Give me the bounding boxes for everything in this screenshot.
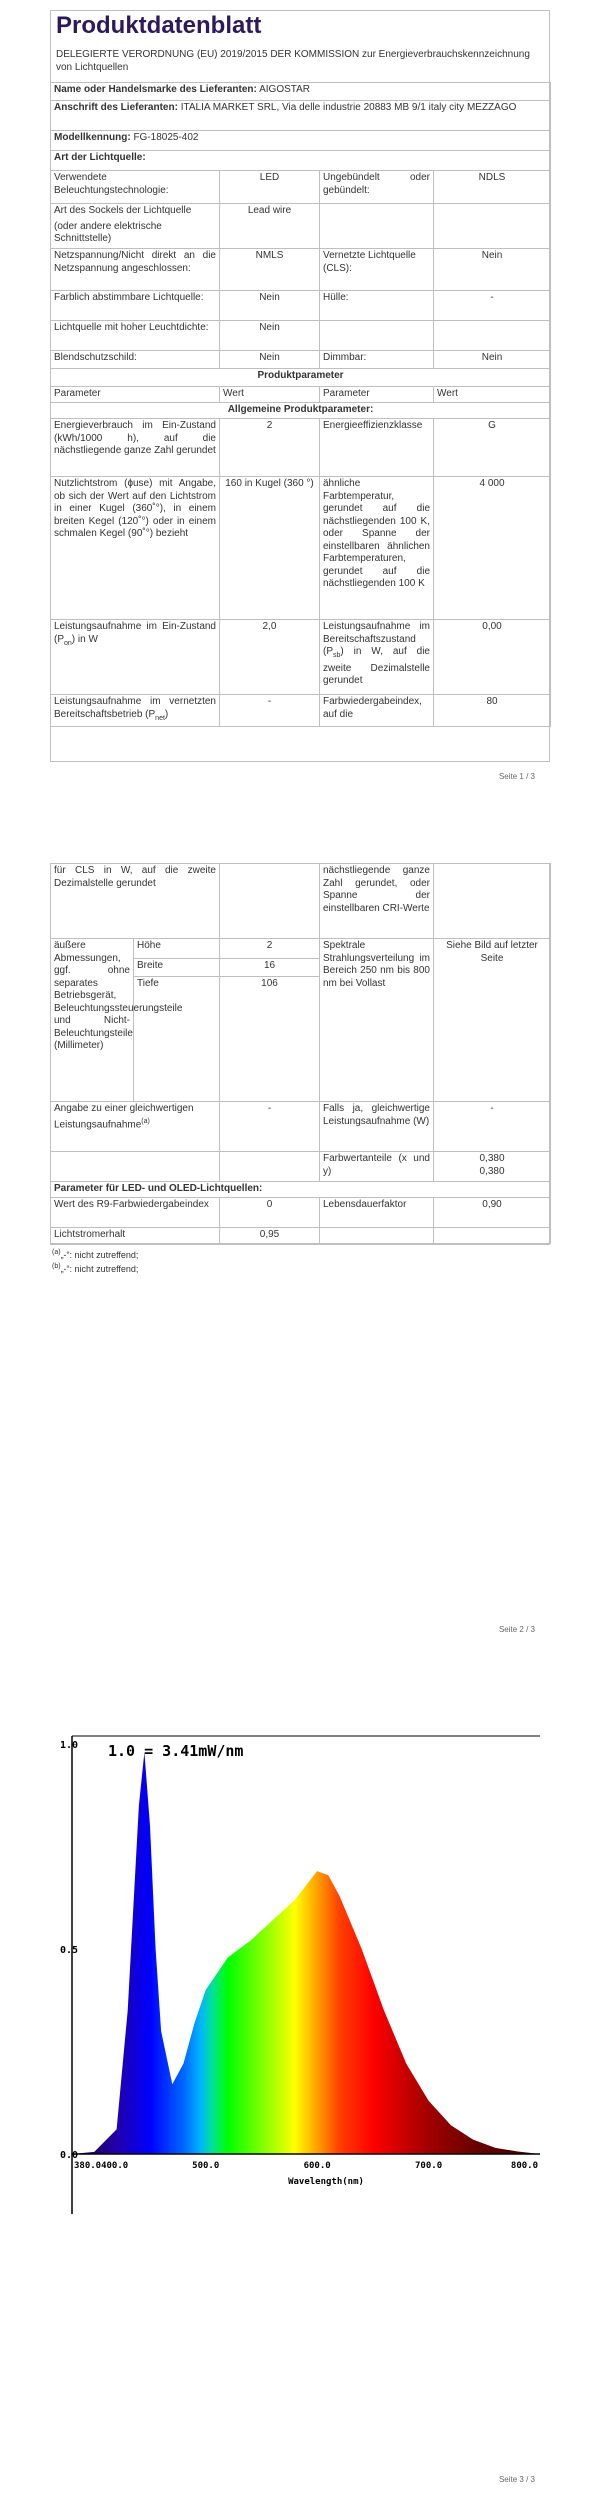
- empty-cell: [320, 1228, 434, 1244]
- supplier-name-value: AIGOSTAR: [259, 84, 311, 95]
- page-number: Seite 3 / 3: [498, 2475, 535, 2484]
- energy-class-label: Energieeffizienzklasse: [320, 419, 434, 477]
- product-info-table: [50, 82, 551, 727]
- height-label: Höhe: [134, 939, 220, 959]
- equiv-w-label: Falls ja, gleichwertige Leistungsaufnahme (W): [320, 1102, 434, 1152]
- on-power-value: 2,0: [220, 620, 320, 695]
- product-params-header: Produktparameter: [51, 369, 551, 387]
- unbundled-label: Ungebündelt oder gebündelt:: [320, 171, 434, 204]
- page-2: [0, 855, 591, 1695]
- footnote-b: $^{(b)}$„-“: nicht zutreffend;: [52, 1263, 139, 1274]
- net-standby-label-cont: für CLS in W, auf die zweite Dezimalstelle gerundet: [51, 864, 220, 939]
- empty-cell: [51, 1152, 220, 1182]
- model-value: FG-18025-402: [133, 132, 199, 143]
- model-label: Modellkennung:: [54, 132, 131, 143]
- cap-label-2: (oder andere elektrische Schnittstelle): [54, 220, 162, 244]
- dimmable-label: Dimmbar:: [320, 351, 434, 369]
- energy-label: Energieverbrauch im Ein-Zustand (kWh/1000 h), auf die nächstliegende ganze Zahl gerundet: [51, 419, 220, 477]
- equiv-label: Angabe zu einer gleichwertigen Leistungsaufnahme$^{(a)}$: [51, 1102, 220, 1152]
- footnote-a: $^{(a)}$„-“: nicht zutreffend;: [52, 1249, 139, 1260]
- page-number: Seite 2 / 3: [498, 1625, 535, 1634]
- tunable-label: Farblich abstimmbare Lichtquelle:: [51, 291, 220, 321]
- connected-value: Nein: [434, 249, 551, 291]
- equiv-w-value: -: [434, 1102, 551, 1152]
- spd-label: Spektrale Strahlungsverteilung im Bereich 250 nm bis 800 nm bei Vollast: [320, 939, 434, 1102]
- antiglare-value: Nein: [220, 351, 320, 369]
- envelope-value: -: [434, 291, 551, 321]
- mains-label: Netzspannung/Nicht direkt an die Netzspannung angeschlossen:: [51, 249, 220, 291]
- chroma-label: Farbwertanteile (x und y): [320, 1152, 434, 1182]
- spectrum-area: [72, 1752, 540, 2154]
- standby-label: Leistungsaufnahme im Bereitschaftszustand $(P_{sb})$ in W, auf die zweite Dezimalstelle gerundet: [320, 620, 434, 695]
- lumen-maint-value: 0,95: [220, 1228, 320, 1244]
- cap-label: Art des Sockels der Lichtquelle: [54, 205, 192, 216]
- cri-value: 80: [434, 695, 551, 727]
- width-label: Breite: [134, 959, 220, 977]
- model-row: [51, 131, 551, 151]
- y-tick-label: 1.0: [60, 1740, 79, 1751]
- unbundled-value: NDLS: [434, 171, 551, 204]
- envelope-label: Hülle:: [320, 291, 434, 321]
- mains-value: NMLS: [220, 249, 320, 291]
- tunable-value: Nein: [220, 291, 320, 321]
- standby-value: 0,00: [434, 620, 551, 695]
- x-tick-label: 500.0: [192, 2161, 220, 2171]
- dimensions-label: äußere Abmessungen, ggf. ohne separates Betriebsgerät, Beleuchtungssteuerungsteile und Nicht-Beleuchtungsteile (Millimeter): [51, 939, 134, 1102]
- survival-value: 0,90: [434, 1198, 551, 1228]
- x-tick-label: 700.0: [415, 2161, 443, 2171]
- led-params-header: Parameter für LED- und OLED-Lichtquellen:: [51, 1182, 551, 1198]
- chroma-y: 0,380: [479, 1165, 505, 1177]
- empty-cell: [320, 321, 434, 351]
- empty-cell: [320, 204, 434, 249]
- cri-label: Farbwiedergabeindex, auf die: [320, 695, 434, 727]
- supplier-address-row: [51, 101, 551, 131]
- page-number: Seite 1 / 3: [498, 772, 535, 781]
- col-value-header: Wert: [220, 387, 320, 403]
- lumen-maint-label: Lichtstromerhalt: [51, 1228, 220, 1244]
- height-value: 2: [220, 939, 320, 959]
- spectrum-chart: [60, 1722, 550, 2225]
- on-power-label: Leistungsaufnahme im Ein-Zustand $(P_{on})$ in W: [51, 620, 220, 695]
- y-tick-label: 0.0: [60, 2150, 79, 2161]
- x-tick-label: 600.0: [303, 2161, 331, 2171]
- supplier-name-label: Name oder Handelsmarke des Lieferanten:: [54, 84, 257, 95]
- depth-value: 106: [220, 977, 320, 1102]
- empty-cell: [434, 321, 551, 351]
- width-value: 16: [220, 959, 320, 977]
- high-lum-label: Lichtquelle mit hoher Leuchtdichte:: [51, 321, 220, 351]
- supplier-address-label: Anschrift des Lieferanten:: [54, 102, 178, 113]
- dimmable-value: Nein: [434, 351, 551, 369]
- depth-label: Tiefe: [134, 977, 220, 1102]
- technology-value: LED: [220, 171, 320, 204]
- supplier-address-value: ITALIA MARKET SRL, Via delle industrie 20883 MB 9/1 italy city MEZZAGO: [180, 102, 517, 113]
- energy-class-value: G: [434, 419, 551, 477]
- cap-value: Lead wire: [220, 204, 320, 249]
- survival-label: Lebensdauerfaktor: [320, 1198, 434, 1228]
- chroma-x: 0,380: [479, 1153, 505, 1164]
- empty-cell: [434, 204, 551, 249]
- col-param-header: Parameter: [51, 387, 220, 403]
- page-1: [0, 0, 591, 855]
- r9-value: 0: [220, 1198, 320, 1228]
- energy-value: 2: [220, 419, 320, 477]
- light-source-type-header: Art der Lichtquelle:: [51, 151, 551, 171]
- cri-label-cont: nächstliegende ganze Zahl gerundet, oder Spanne der einstellbaren CRI-Werte: [320, 864, 434, 939]
- spd-value: Siehe Bild auf letzter Seite: [434, 939, 551, 1102]
- r9-label: Wert des R9-Farbwiedergabeindex: [51, 1198, 220, 1228]
- col-value-header: Wert: [434, 387, 551, 403]
- cct-value: 4 000: [434, 477, 551, 620]
- empty-cell: [434, 864, 551, 939]
- x-tick-label: 380.0400.0: [74, 2161, 129, 2171]
- col-param-header: Parameter: [320, 387, 434, 403]
- regulation-subtitle: DELEGIERTE VERORDNUNG (EU) 2019/2015 DER KOMMISSION zur Energieverbrauchskennzeichnung von Lichtquellen: [56, 49, 530, 73]
- net-standby-label: Leistungsaufnahme im vernetzten Bereitschaftsbetrieb $(P_{net})$: [51, 695, 220, 727]
- equiv-value: -: [220, 1102, 320, 1152]
- empty-cell: [220, 864, 320, 939]
- scale-annotation: 1.0 = 3.41mW/nm: [108, 1742, 244, 1760]
- flux-label: Nutzlichtstrom (ɸuse) mit Angabe, ob sich der Wert auf den Lichtstrom in einer Kugel (360˚°), in einem breiten Kegel (120˚°) oder in einem schmalen Kegel (90˚°) bezieht: [51, 477, 220, 620]
- antiglare-label: Blendschutzschild:: [51, 351, 220, 369]
- x-tick-label: 800.0: [510, 2161, 538, 2171]
- high-lum-value: Nein: [220, 321, 320, 351]
- connected-label: Vernetzte Lichtquelle (CLS):: [320, 249, 434, 291]
- y-tick-label: 0.5: [60, 1945, 79, 1956]
- flux-value: 160 in Kugel (360 °): [220, 477, 320, 620]
- net-standby-value: -: [220, 695, 320, 727]
- cct-label: ähnliche Farbtemperatur, gerundet auf die nächstliegenden 100 K, oder Spanne der einstellbaren ähnlichen Farbtemperaturen, gerundet auf die nächstliegenden 100 K: [320, 477, 434, 620]
- empty-cell: [220, 1152, 320, 1182]
- chroma-values: [434, 1152, 551, 1182]
- supplier-name-row: [51, 83, 551, 101]
- cap-label-cell: [51, 204, 220, 249]
- spectrum-svg: [60, 1722, 550, 2225]
- empty-cell: [434, 1228, 551, 1244]
- technology-label: Verwendete Beleuchtungstechnologie:: [51, 171, 220, 204]
- page-title: Produktdatenblatt: [56, 12, 262, 39]
- product-params-table-cont: [50, 863, 551, 1244]
- x-axis-label: Wavelength(nm): [288, 2177, 364, 2187]
- general-params-header: Allgemeine Produktparameter:: [51, 403, 551, 419]
